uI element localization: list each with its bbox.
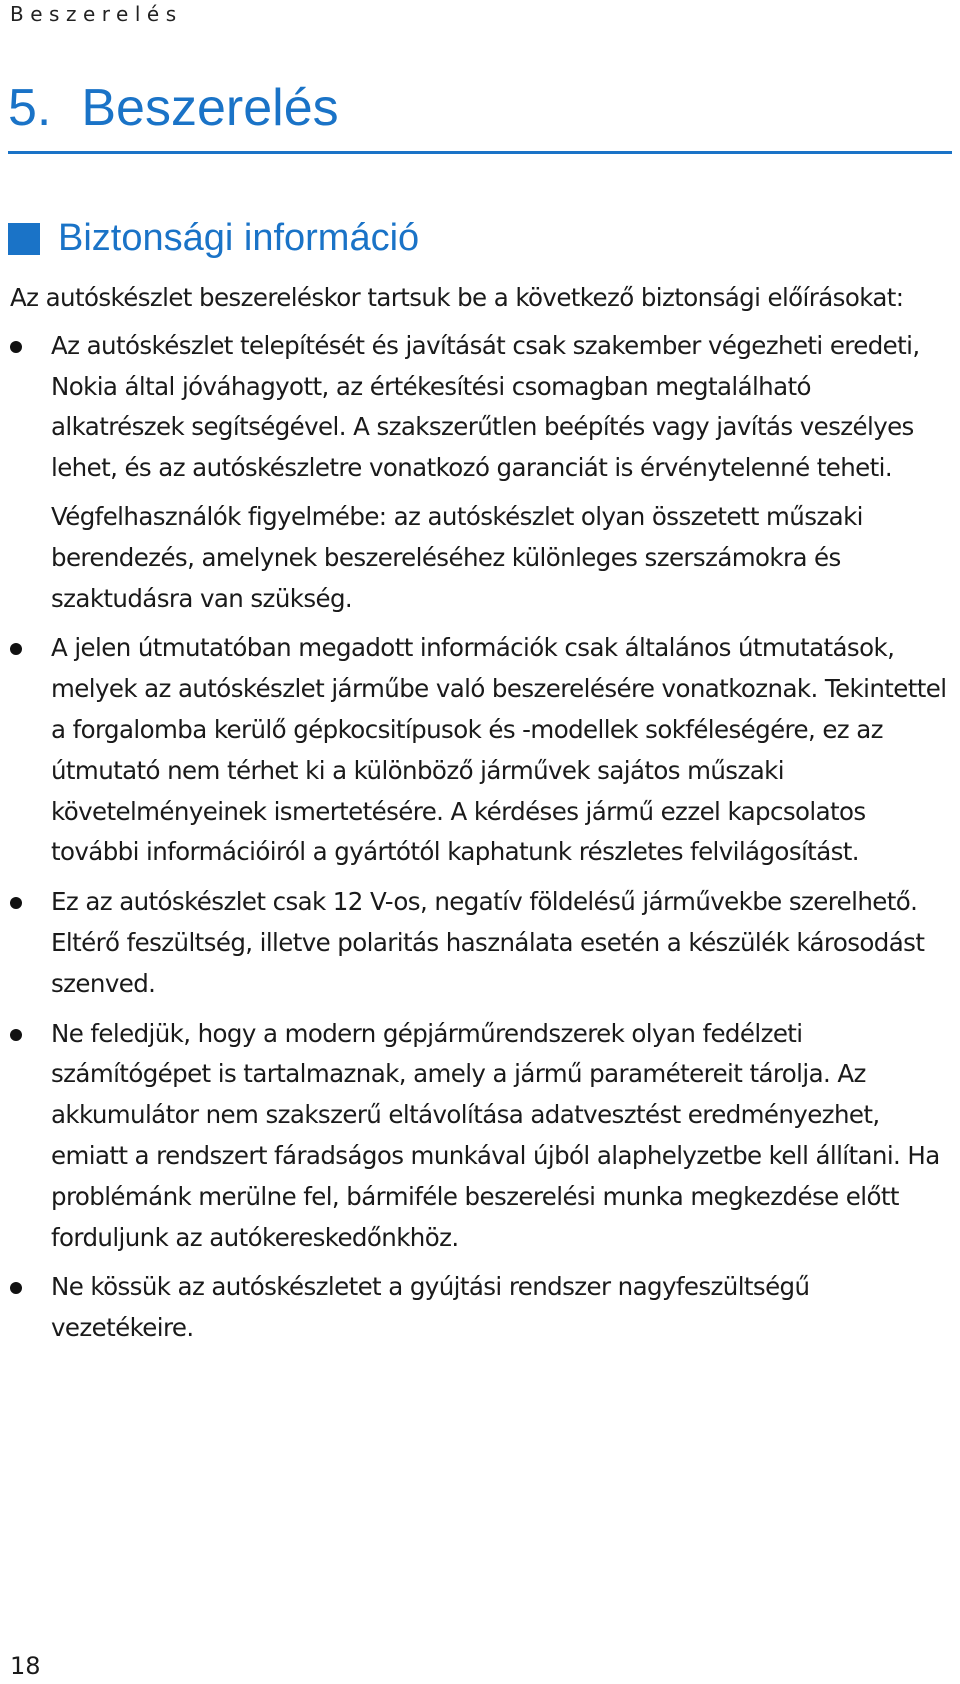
chapter-title xyxy=(8,78,339,138)
bullet-icon xyxy=(10,897,22,909)
list-item-text: Ne kössük az autóskészletet a gyújtási rendszer nagyfeszültségű vezetékeire. xyxy=(51,1272,810,1343)
section-heading xyxy=(8,217,419,260)
main-content xyxy=(10,278,950,1358)
list-item xyxy=(10,326,950,620)
running-header: Beszerelés xyxy=(10,2,183,26)
list-item-note: Végfelhasználók figyelmébe: az autóskészlet olyan összetett műszaki berendezés, amelynek beszereléséhez különleges szerszámokra és szaktudásra van szükség. xyxy=(51,501,863,613)
list-item-text: A jelen útmutatóban megadott információk csak általános útmutatások, melyek az autóskészlet járműbe való beszerelésére vonatkoznak. Tekintettel a forgalomba kerülő gépkocsitípusok és -modellek sokféleségére, ez az útmutató nem térhet ki a különböző járművek sajátos műszaki követelményeinek ismertetésére. A kérdéses jármű ezzel kapcsolatos további információiról a gyártótól kaphatunk részletes felvilágosítást. xyxy=(51,633,947,867)
list-item xyxy=(10,1014,950,1259)
list-item xyxy=(10,628,950,873)
list-item-text: Ne feledjük, hogy a modern gépjárműrendszerek olyan fedélzeti számítógépet is tartalmaznak, amely a jármű paramétereit tárolja. Az akkumulátor nem szakszerű eltávolítása adatvesztést eredményezhet, emiatt a rendszert fáradságos munkával újból alaphelyzetbe kell állítani. Ha problémánk merülne fel, bármiféle beszerelési munka megkezdése előtt forduljunk az autókereskedőnkhöz. xyxy=(51,1018,940,1252)
chapter-number: 5. xyxy=(8,79,52,137)
chapter-divider xyxy=(8,151,952,154)
list-item xyxy=(10,1267,950,1349)
bullet-icon xyxy=(10,341,22,353)
chapter-title-text: Beszerelés xyxy=(81,79,339,137)
list-item xyxy=(10,882,950,1004)
blue-square-icon xyxy=(8,223,40,255)
bullet-icon xyxy=(10,643,22,655)
bullet-icon xyxy=(10,1282,22,1294)
intro-paragraph: Az autóskészlet beszereléskor tartsuk be a következő biztonsági előírásokat: xyxy=(10,283,904,312)
list-item-text: Ez az autóskészlet csak 12 V-os, negatív földelésű járművekbe szerelhető. Eltérő feszültség, illetve polaritás használata esetén a készülék károsodást szenved. xyxy=(51,887,925,998)
bullet-icon xyxy=(10,1029,22,1041)
safety-list xyxy=(10,326,950,1349)
page-number: 18 xyxy=(10,1652,41,1680)
section-title: Biztonsági információ xyxy=(58,217,420,259)
list-item-text: Az autóskészlet telepítését és javítását csak szakember végezheti eredeti, Nokia által jóváhagyott, az értékesítési csomagban megtalálható alkatrészek segítségével. A szakszerűtlen beépítés vagy javítás veszélyes lehet, és az autóskészletre vonatkozó garanciát is érvénytelenné teheti. xyxy=(51,330,920,483)
